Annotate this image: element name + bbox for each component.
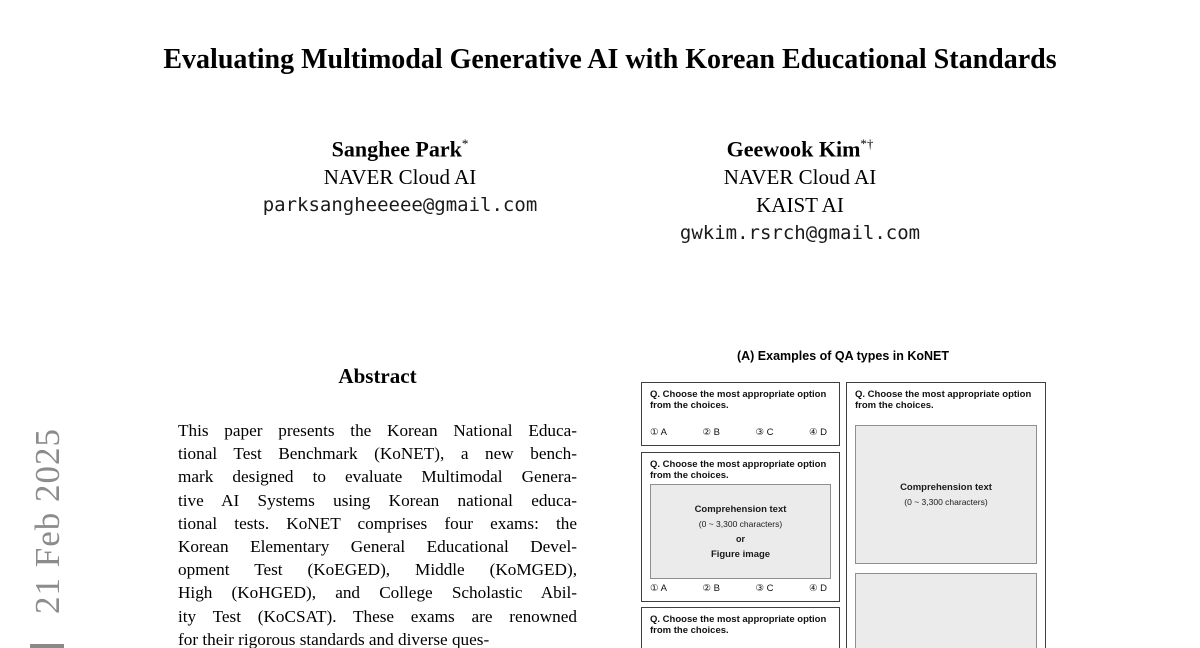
- comprehension-text-label: Comprehension text: [694, 503, 787, 515]
- question-prompt: [650, 459, 834, 481]
- context-placeholder-empty: [855, 573, 1037, 648]
- arxiv-watermark-clipped: [30, 644, 64, 648]
- character-range-label: (0 ~ 3,300 characters): [904, 497, 988, 507]
- abstract-line: Korean Elementary General Educational Devel-: [178, 536, 577, 556]
- author-1-email: parksangheeeee@gmail.com: [262, 194, 538, 217]
- paper-title: Evaluating Multimodal Generative AI with Korean Educational Standards: [163, 44, 1057, 75]
- author-2-email: gwkim.rsrch@gmail.com: [679, 222, 921, 245]
- abstract-line: tional Test Benchmark (KoNET), a new bench-: [178, 444, 577, 464]
- abstract-line: mark designed to evaluate Multimodal Genera-: [178, 467, 577, 487]
- context-placeholder: [855, 425, 1037, 564]
- question-prompt-line-1: Q. Choose the most appropriate option: [855, 389, 1032, 400]
- choice-d: ④ D: [808, 583, 827, 594]
- author-2-affiliation-1: NAVER Cloud AI: [723, 165, 877, 190]
- choice-a: ① A: [650, 427, 667, 438]
- author-2-name: [650, 130, 950, 163]
- arxiv-date-watermark: 21 Feb 2025: [28, 428, 67, 614]
- choice-d: ④ D: [808, 427, 827, 438]
- figure-caption: (A) Examples of QA types in KoNET: [736, 349, 950, 363]
- abstract-line: ity Test (KoCSAT). These exams are renowned: [178, 606, 577, 626]
- choice-c: ③ C: [755, 583, 774, 594]
- author-1-name-text: Sanghee Park: [331, 136, 462, 162]
- choice-b: ② B: [702, 427, 720, 438]
- choice-a: ① A: [650, 583, 667, 594]
- choices-row: [650, 583, 827, 594]
- abstract-body: [178, 419, 577, 648]
- author-block-2: [650, 130, 950, 247]
- author-2-footnote-mark: *†: [860, 136, 874, 151]
- author-block-1: [250, 130, 550, 219]
- question-prompt: [650, 389, 834, 411]
- or-label: or: [736, 533, 745, 544]
- choice-c: ③ C: [755, 427, 774, 438]
- figure-image-label: Figure image: [710, 548, 771, 560]
- choice-b: ② B: [702, 583, 720, 594]
- author-1-affiliation: NAVER Cloud AI: [323, 165, 477, 190]
- qa-box-clipped: [641, 607, 840, 648]
- qa-box-text-only: [641, 382, 840, 446]
- question-prompt: [650, 614, 834, 636]
- comprehension-text-label: Comprehension text: [900, 482, 992, 493]
- question-prompt-line-2: from the choices.: [650, 400, 729, 411]
- question-prompt-line-2: from the choices.: [650, 470, 729, 481]
- abstract-line: High (KoHGED), and College Scholastic Abil-: [178, 583, 577, 603]
- qa-box-long-context: [846, 382, 1046, 648]
- abstract-line: opment Test (KoEGED), Middle (KoMGED),: [178, 560, 577, 580]
- author-2-affiliation-2: KAIST AI: [756, 193, 844, 218]
- question-prompt-line-2: from the choices.: [650, 625, 729, 636]
- abstract-heading: Abstract: [338, 364, 417, 388]
- context-placeholder: [650, 484, 831, 579]
- abstract-line: tive AI Systems using Korean national educa-: [178, 490, 577, 510]
- question-prompt-line-2: from the choices.: [855, 400, 934, 411]
- question-prompt: [855, 389, 1040, 411]
- abstract-line: This paper presents the Korean National Educa-: [178, 421, 577, 440]
- abstract-line: for their rigorous standards and diverse ques-: [178, 629, 490, 648]
- question-prompt-line-1: Q. Choose the most appropriate option: [650, 459, 827, 470]
- qa-box-with-context: [641, 452, 840, 602]
- author-1-name: [250, 130, 550, 163]
- question-prompt-line-1: Q. Choose the most appropriate option: [650, 614, 827, 625]
- author-1-footnote-mark: *: [461, 136, 469, 151]
- abstract-line: tional tests. KoNET comprises four exams: the: [178, 513, 577, 533]
- choices-row: [650, 427, 827, 438]
- question-prompt-line-1: Q. Choose the most appropriate option: [650, 389, 827, 400]
- author-2-name-text: Geewook Kim: [726, 136, 861, 162]
- character-range-label: (0 ~ 3,300 characters): [698, 518, 783, 529]
